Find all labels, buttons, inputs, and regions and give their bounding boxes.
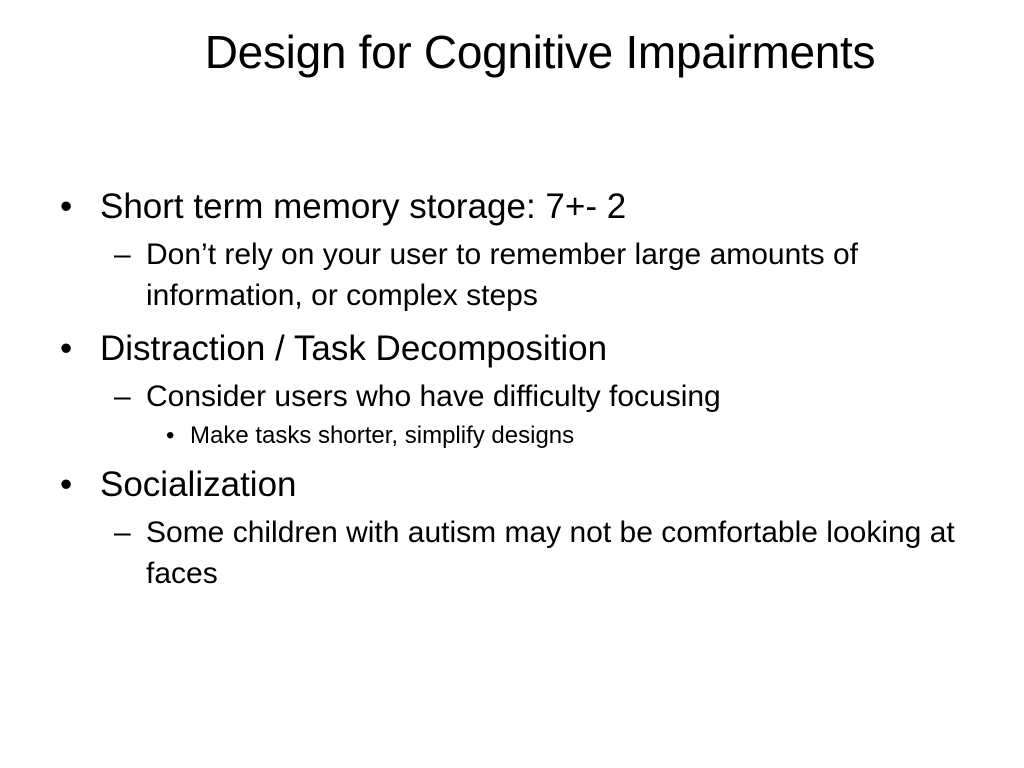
sub-sub-bullet-text: Make tasks shorter, simplify designs [190, 422, 575, 449]
sub-bullet-item [114, 234, 956, 316]
sub-bullet-text: Some children with autism may not be comfortable looking at faces [146, 516, 955, 590]
sub-bullet-item [114, 376, 956, 417]
bullet-marker: • [60, 329, 73, 368]
sub-bullet-item [114, 512, 956, 594]
bullet-item [56, 326, 956, 372]
sub-bullet-text: Don’t rely on your user to remember large amounts of information, or complex steps [146, 238, 858, 312]
slide-title: Design for Cognitive Impairments [204, 26, 876, 78]
bullet-text: Short term memory storage: 7+- 2 [100, 187, 627, 226]
bullet-item [56, 184, 956, 230]
dash-marker: – [114, 238, 131, 271]
bullet-marker: • [60, 187, 73, 226]
slide-body [56, 184, 956, 594]
bullet-marker: • [166, 422, 175, 449]
sub-sub-bullet-item [166, 419, 956, 452]
bullet-text: Socialization [100, 465, 297, 504]
dash-marker: – [114, 516, 131, 549]
bullet-text: Distraction / Task Decomposition [100, 329, 608, 368]
dash-marker: – [114, 380, 131, 413]
bullet-marker: • [60, 465, 73, 504]
bullet-item [56, 462, 956, 508]
sub-bullet-text: Consider users who have difficulty focusing [146, 380, 721, 413]
